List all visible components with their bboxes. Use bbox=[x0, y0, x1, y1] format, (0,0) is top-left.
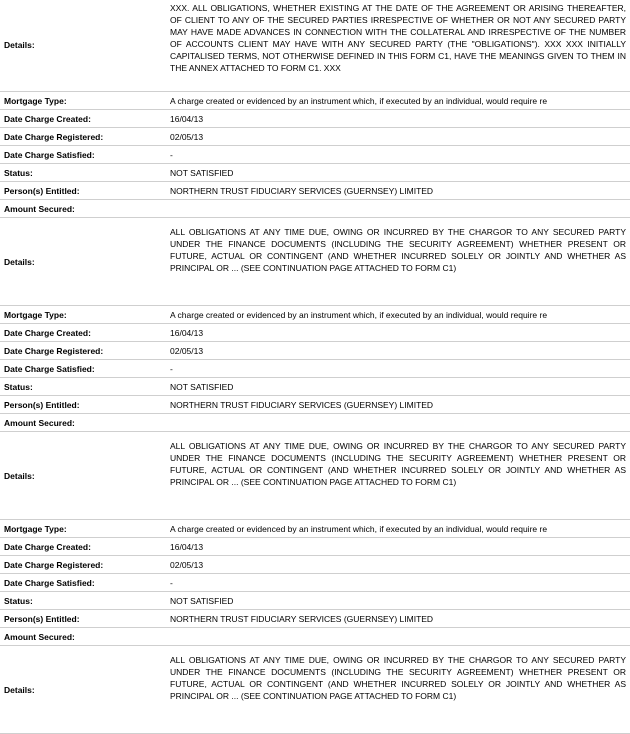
mortgage-type-row bbox=[0, 520, 630, 538]
persons-entitled-label: Person(s) Entitled: bbox=[4, 185, 80, 196]
details-label: Details: bbox=[4, 470, 35, 481]
date-created-row bbox=[0, 324, 630, 342]
amount-secured-label: Amount Secured: bbox=[4, 203, 75, 214]
date-registered-value: 02/05/13 bbox=[170, 131, 204, 142]
mortgage-type-value: A charge created or evidenced by an instrument which, if executed by an individual, would require re bbox=[170, 95, 548, 106]
date-satisfied-value: - bbox=[170, 577, 173, 588]
details-value bbox=[167, 646, 630, 733]
date-satisfied-label: Date Charge Satisfied: bbox=[4, 363, 95, 374]
status-row bbox=[0, 592, 630, 610]
details-row bbox=[0, 0, 630, 92]
details-text: ALL OBLIGATIONS AT ANY TIME DUE, OWING OR INCURRED BY THE CHARGOR TO ANY SECURED PARTY UNDER THE FINANCE DOCUMENTS (INCLUDING THE SECURITY AGREEMENT) WHETHER PRESENT OR FUTURE, ACTUAL OR CONTINGENT (AND WHETHER INCURRED SOLELY OR JOINTLY AND WHETHER AS PRINCIPAL OR ... (SEE CONTINUATION PAGE ATTACHED TO FORM C1) bbox=[170, 655, 626, 701]
mortgage-type-label: Mortgage Type: bbox=[4, 523, 67, 534]
date-satisfied-value: - bbox=[170, 363, 173, 374]
details-text: ALL OBLIGATIONS AT ANY TIME DUE, OWING OR INCURRED BY THE CHARGOR TO ANY SECURED PARTY UNDER THE FINANCE DOCUMENTS (INCLUDING THE SECURITY AGREEMENT) WHETHER PRESENT OR FUTURE, ACTUAL OR CONTINGENT (AND WHETHER INCURRED SOLELY OR JOINTLY AND WHETHER AS PRINCIPAL OR ... (SEE CONTINUATION PAGE ATTACHED TO FORM C1) bbox=[170, 227, 626, 273]
date-created-value: 16/04/13 bbox=[170, 541, 204, 552]
status-label: Status: bbox=[4, 167, 33, 178]
date-registered-value: 02/05/13 bbox=[170, 559, 204, 570]
persons-entitled-row bbox=[0, 182, 630, 200]
date-created-value: 16/04/13 bbox=[170, 327, 204, 338]
status-label: Status: bbox=[4, 381, 33, 392]
date-satisfied-row bbox=[0, 360, 630, 378]
details-row bbox=[0, 432, 630, 520]
details-value bbox=[167, 218, 630, 305]
date-registered-label: Date Charge Registered: bbox=[4, 559, 104, 570]
mortgage-type-value: A charge created or evidenced by an instrument which, if executed by an individual, would require re bbox=[170, 309, 548, 320]
amount-secured-label: Amount Secured: bbox=[4, 631, 75, 642]
details-label: Details: bbox=[4, 39, 35, 50]
details-label: Details: bbox=[4, 684, 35, 695]
persons-entitled-label: Person(s) Entitled: bbox=[4, 399, 80, 410]
mortgage-type-row bbox=[0, 92, 630, 110]
mortgage-type-row bbox=[0, 306, 630, 324]
date-satisfied-label: Date Charge Satisfied: bbox=[4, 149, 95, 160]
persons-entitled-row bbox=[0, 396, 630, 414]
details-value bbox=[167, 432, 630, 519]
status-value: NOT SATISFIED bbox=[170, 595, 234, 606]
amount-secured-value bbox=[167, 414, 630, 431]
date-created-value: 16/04/13 bbox=[170, 113, 204, 124]
date-registered-row bbox=[0, 556, 630, 574]
persons-entitled-value: NORTHERN TRUST FIDUCIARY SERVICES (GUERNSEY) LIMITED bbox=[170, 185, 434, 196]
mortgage-type-value: A charge created or evidenced by an instrument which, if executed by an individual, would require re bbox=[170, 523, 548, 534]
date-registered-label: Date Charge Registered: bbox=[4, 345, 104, 356]
persons-entitled-row bbox=[0, 610, 630, 628]
date-satisfied-value: - bbox=[170, 149, 173, 160]
mortgage-type-label: Mortgage Type: bbox=[4, 95, 67, 106]
status-row bbox=[0, 378, 630, 396]
amount-secured-row bbox=[0, 200, 630, 218]
date-satisfied-label: Date Charge Satisfied: bbox=[4, 577, 95, 588]
status-row bbox=[0, 164, 630, 182]
date-registered-row bbox=[0, 128, 630, 146]
mortgage-type-label: Mortgage Type: bbox=[4, 309, 67, 320]
amount-secured-value bbox=[167, 200, 630, 217]
date-created-row bbox=[0, 538, 630, 556]
persons-entitled-value: NORTHERN TRUST FIDUCIARY SERVICES (GUERNSEY) LIMITED bbox=[170, 399, 434, 410]
amount-secured-row bbox=[0, 414, 630, 432]
details-text: XXX. ALL OBLIGATIONS, WHETHER EXISTING AT THE DATE OF THE AGREEMENT OR ARISING THEREAFTER, OF CLIENT TO ANY OF THE SECURED PARTIES IRRESPECTIVE OF WHETHER OR NOT ANY SECURED PARTY MAY HAVE MADE ADVANCES IN CONNECTION WITH THE COLLATERAL AND IRRESPECTIVE OF THE NUMBER OF ACCOUNTS CLIENT MAY HAVE WITH ANY SECURED PARTY (THE "OBLIGATIONS"). XXX XXX INITIALLY CAPITALISED TERMS, NOT OTHERWISE DEFINED IN THIS FORM C1, HAVE THE MEANINGS GIVEN TO THEM IN THE ANNEX ATTACHED TO FORM C1. XXX bbox=[170, 3, 626, 73]
details-label: Details: bbox=[4, 256, 35, 267]
date-created-row bbox=[0, 110, 630, 128]
date-registered-row bbox=[0, 342, 630, 360]
details-value bbox=[167, 0, 630, 91]
date-satisfied-row bbox=[0, 574, 630, 592]
status-value: NOT SATISFIED bbox=[170, 167, 234, 178]
status-value: NOT SATISFIED bbox=[170, 381, 234, 392]
persons-entitled-value: NORTHERN TRUST FIDUCIARY SERVICES (GUERNSEY) LIMITED bbox=[170, 613, 434, 624]
amount-secured-label: Amount Secured: bbox=[4, 417, 75, 428]
details-row bbox=[0, 646, 630, 734]
date-created-label: Date Charge Created: bbox=[4, 541, 91, 552]
date-created-label: Date Charge Created: bbox=[4, 327, 91, 338]
status-label: Status: bbox=[4, 595, 33, 606]
details-text: ALL OBLIGATIONS AT ANY TIME DUE, OWING OR INCURRED BY THE CHARGOR TO ANY SECURED PARTY UNDER THE FINANCE DOCUMENTS (INCLUDING THE SECURITY AGREEMENT) WHETHER PRESENT OR FUTURE, ACTUAL OR CONTINGENT (AND WHETHER INCURRED SOLELY OR JOINTLY AND WHETHER AS PRINCIPAL OR ... (SEE CONTINUATION PAGE ATTACHED TO FORM C1) bbox=[170, 441, 626, 487]
date-satisfied-row bbox=[0, 146, 630, 164]
details-row bbox=[0, 218, 630, 306]
date-registered-label: Date Charge Registered: bbox=[4, 131, 104, 142]
date-registered-value: 02/05/13 bbox=[170, 345, 204, 356]
date-created-label: Date Charge Created: bbox=[4, 113, 91, 124]
persons-entitled-label: Person(s) Entitled: bbox=[4, 613, 80, 624]
